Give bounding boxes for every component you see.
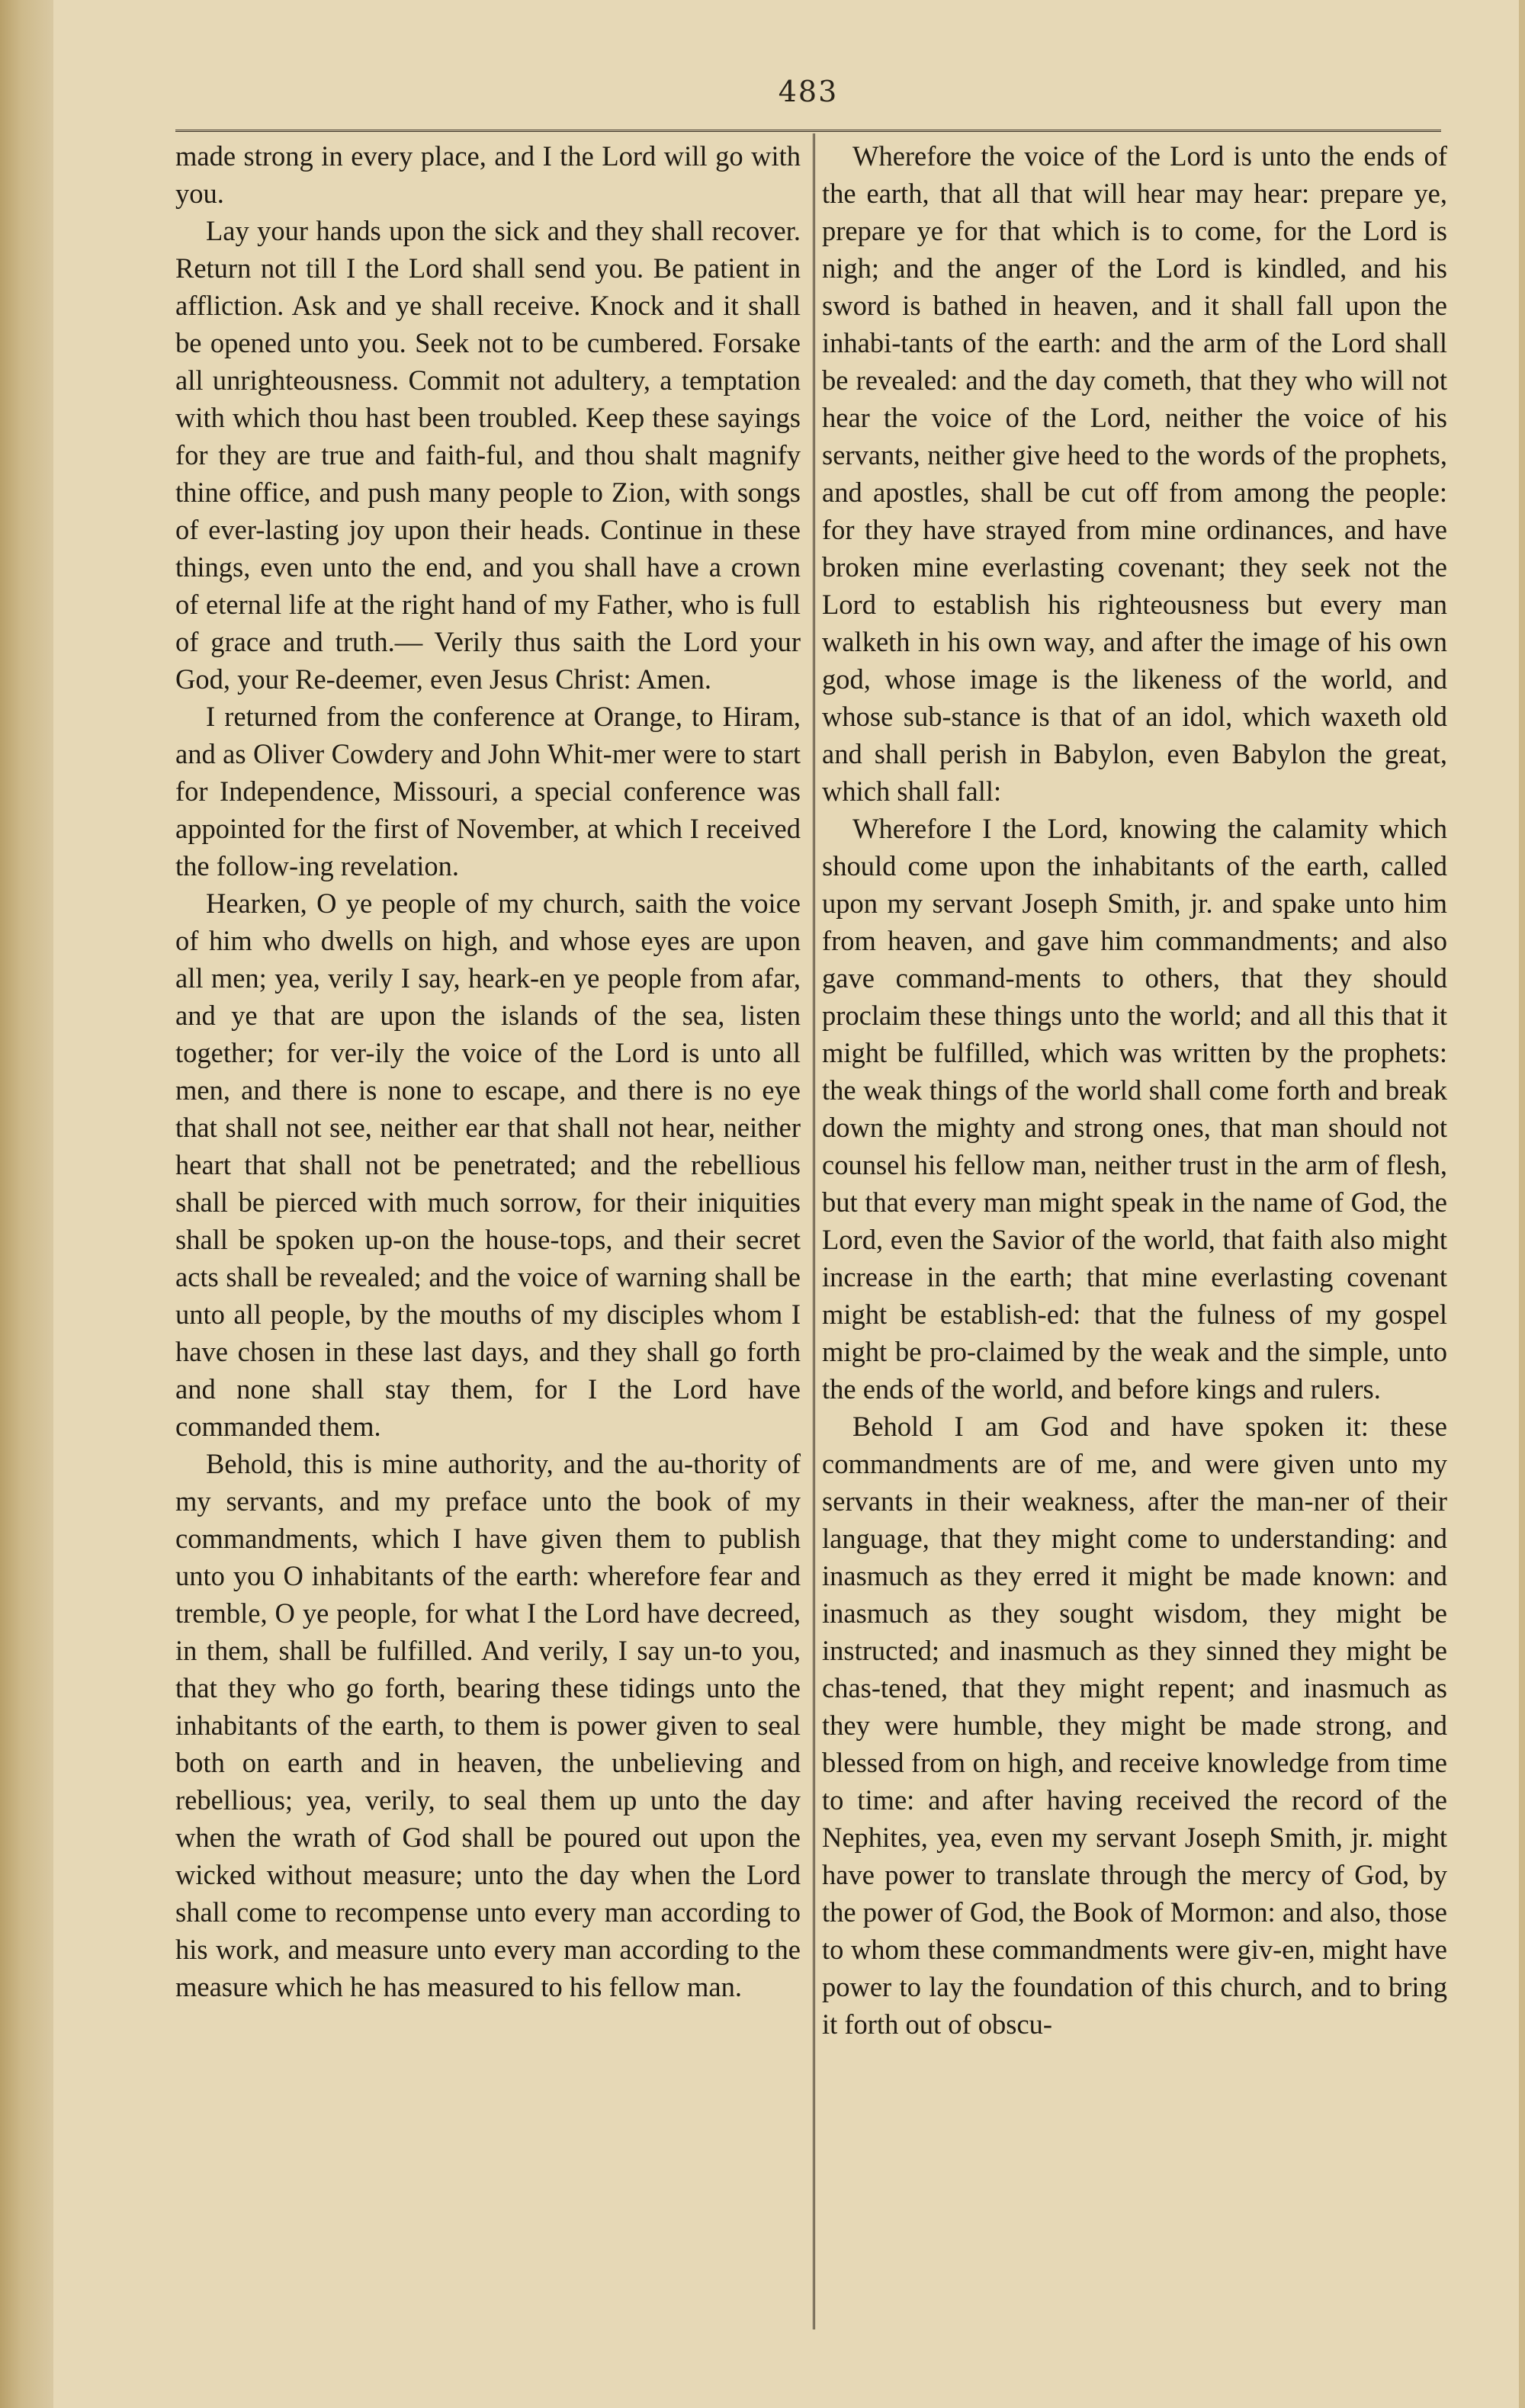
left-paragraph-5: Behold, this is mine authority, and the au-thority of my servants, and my preface unto the book of my commandments, which I have given them to publish unto you O inhabitants of the earth: wherefore fear and tremble, O ye people, for what I the Lord have decreed, in them, shall be fulfilled. And verily, I say un-to you, that they who go forth, bearing these tidings unto the inhabitants of the earth, to them is power given to seal both on earth and in heaven, the unbelieving and rebellious; yea, verily, to seal them up unto the day when the wrath of God shall be poured out upon the wicked without measure; unto the day when the Lord shall come to recompense unto every man according to his work, and measure unto every man according to the measure which he has measured to his fellow man.	[175, 1448, 801, 2002]
left-paragraph-4: Hearken, O ye people of my church, saith the voice of him who dwells on high, and whose eyes are upon all men; yea, verily I say, heark-en ye people from afar, and ye that are upon the islands of the sea, listen together; for ver-ily the voice of the Lord is unto all men, and there is none to escape, and there is no eye that shall not see, neither ear that shall not hear, neither heart that shall not be penetrated; and the rebellious shall be pierced with much sorrow, for their iniquities shall be spoken up-on the house-tops, and their secret acts shall be revealed; and the voice of warning shall be unto all people, by the mouths of my disciples whom I have chosen in these last days, and they shall go forth and none shall stay them, for I the Lord have commanded them.	[175, 888, 801, 1442]
left-paragraph-2: Lay your hands upon the sick and they shall recover. Return not till I the Lord shall send you. Be patient in affliction. Ask and ye shall receive. Knock and it shall be opened unto you. Seek not to be cumbered. Forsake all unrighteousness. Commit not adultery, a temptation with which thou hast been troubled. Keep these sayings for they are true and faith-ful, and thou shalt magnify thine office, and push many people to Zion, with songs of ever-lasting joy upon their heads. Continue in these things, even unto the end, and you shall have a crown of eternal life at the right hand of my Father, who is full of grace and truth.— Verily thus saith the Lord your God, your Re-deemer, even Jesus Christ: Amen.	[175, 215, 801, 695]
column-divider	[813, 133, 815, 2329]
left-column	[175, 137, 801, 2349]
left-paragraph-1: made strong in every place, and I the Lord will go with you.	[175, 140, 801, 209]
right-paragraph-3: Behold I am God and have spoken it: these commandments are of me, and were given unto my servants in their weakness, after the man-ner of their language, that they might come to understanding: and inasmuch as they erred it might be made known: and inasmuch as they sought wisdom, they might be instructed; and inasmuch as they sinned they might be chas-tened, that they might repent; and inasmuch as they were humble, they might be made strong, and blessed from on high, and receive knowledge from time to time: and after having received the record of the Nephites, yea, even my servant Joseph Smith, jr. might have power to translate through the mercy of God, by the power of God, the Book of Mormon: and also, those to whom these commandments were giv-en, might have power to lay the foundation of this church, and to bring it forth out of obscu-	[822, 1411, 1447, 2040]
left-paragraph-3: I returned from the conference at Orange, to Hiram, and as Oliver Cowdery and John Whit-mer were to start for Independence, Missouri, a special conference was appointed for the first of November, at which I received the follow-ing revelation.	[175, 701, 801, 881]
right-paragraph-2: Wherefore I the Lord, knowing the calamity which should come upon the inhabitants of the earth, called upon my servant Joseph Smith, jr. and spake unto him from heaven, and gave him commandments; and also gave command-ments to others, that they should proclaim these things unto the world; and all this that it might be fulfilled, which was written by the prophets: the weak things of the world shall come forth and break down the mighty and strong ones, that man should not counsel his fellow man, neither trust in the arm of flesh, but that every man might speak in the name of God, the Lord, even the Savior of the world, that faith also might increase in the earth; that mine everlasting covenant might be establish-ed: that the fulness of my gospel might be pro-claimed by the weak and the simple, unto the ends of the world, and before kings and rulers.	[822, 813, 1447, 1405]
book-binding	[0, 0, 53, 2408]
page-edge	[1519, 0, 1525, 2408]
page-number: 483	[778, 75, 839, 108]
right-paragraph-1: Wherefore the voice of the Lord is unto the ends of the earth, that all that will hear may hear: prepare ye, prepare ye for that which is to come, for the Lord is nigh; and the anger of the Lord is kindled, and his sword is bathed in heaven, and it shall fall upon the inhabi-tants of the earth: and the arm of the Lord shall be revealed: and the day cometh, that they who will not hear the voice of the Lord, neither the voice of his servants, neither give heed to the words of the prophets, and apostles, shall be cut off from among the people: for they have strayed from mine ordinances, and have broken mine everlasting covenant; they seek not the Lord to establish his righteousness but every man walketh in his own way, and after the image of his own god, whose image is the likeness of the world, and whose sub-stance is that of an idol, which waxeth old and shall perish in Babylon, even Babylon the great, which shall fall:	[822, 140, 1447, 807]
right-column	[822, 137, 1447, 2349]
header-rule	[175, 130, 1441, 132]
